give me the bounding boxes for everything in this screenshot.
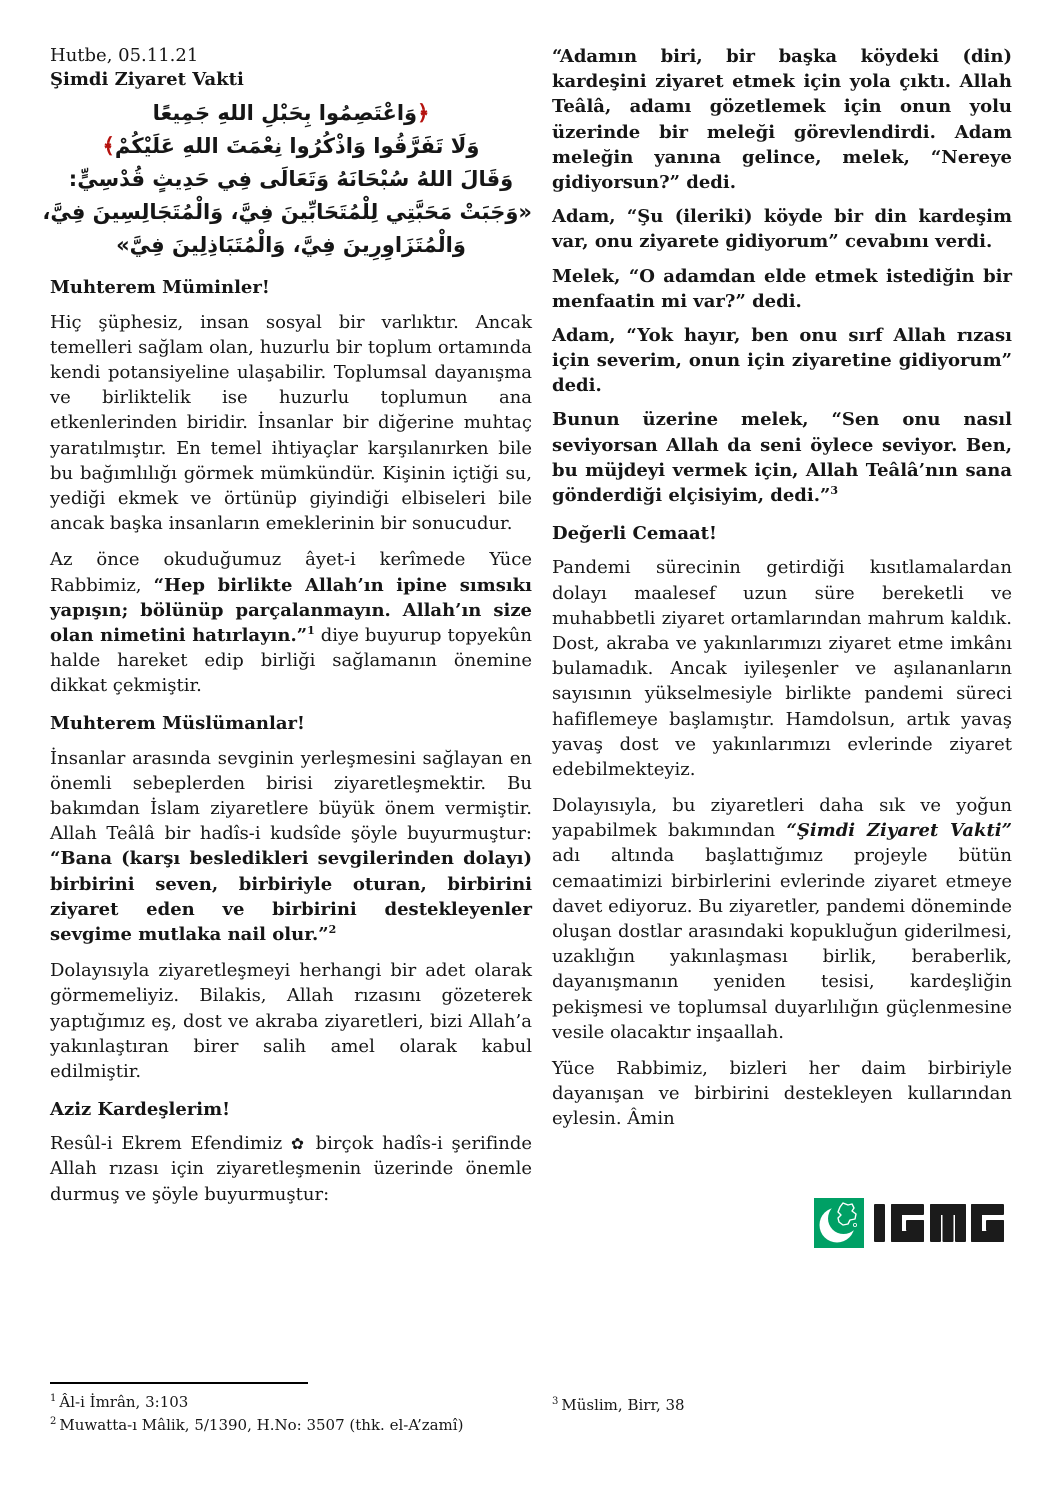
- footnote-marker: 2: [50, 1416, 57, 1428]
- arabic-line: وَلَا تَفَرَّقُوا وَاذْكُرُوا نِعْمَتَ اللهِ عَلَيْكُمْ﴾: [102, 133, 480, 158]
- footnote-separator-rule: [50, 1382, 308, 1384]
- left-column: [42, 44, 532, 1218]
- paragraph: Yüce Rabbimiz, bizleri her daim birbiriyle dayanışan ve birbirini destekleyen kullarından eylesin. Âmin: [552, 1057, 1012, 1130]
- paragraph: Dolayısıyla, bu ziyaretleri daha sık ve yoğun yapabilmek bakımından “Şimdi Ziyaret Vakti” adı altında başlattığımız projeyle bütün cemaatimizi birbirlerini evlerinde ziyaret etmeye davet ediyoruz. Bu ziyaretler, pandemi döneminde oluşan dostlar arasındaki kopukluğun giderilmesi, uzaklığın yakınlaşması birlik, beraberlik, dayanışmanın yeniden tesisi, kardeşliğin pekişmesi ve toplumsal duyarlılığın güçlenmesine vesile olacaktır inşaallah.: [552, 795, 1012, 1043]
- paragraph: Dolayısıyla ziyaretleşmeyi herhangi bir adet olarak görmemeliyiz. Bilakis, Allah rızasını gözeterek yaptığımız eş, dost ve akraba ziyaretleri, bizi Allah’a yakınlaştıran birer salih amel olarak kabul edilmiştir.: [50, 960, 532, 1082]
- footnote-3: [552, 1394, 1012, 1417]
- quran-ornate-bracket: ﴾: [102, 133, 115, 158]
- igmg-wordmark: [874, 1204, 1004, 1243]
- paragraph: Pandemi sürecinin getirdiği kısıtlamalardan dolayı maalesef uzun süre bereketli ve muhabbetli ziyaret ortamlarından mahrum kaldık. Dost, akraba ve yakınlarımızı ziyaret etme imkânı bulamadık. Ancak iyileşenler ve aşılananların sayısının yükselmesiyle birlikte pandemi süreci hafiflemeye başlamıştır. Hamdolsun, artık yavaş yavaş dost ve yakınlarımızı evlerinde ziyaret edebilmekteyiz.: [552, 557, 1012, 780]
- paragraph: “Adamın biri, bir başka köydeki (din) kardeşini ziyaret etmek için yola çıktı. Allah Teâlâ, adamı gözetlemek için onun yolu üzerinde bir meleği görevlendirdi. Adam meleğin yanına gelince, melek, “Nereye gidiyorsun?” dedi.: [552, 46, 1012, 193]
- quran-ornate-bracket: ﴿: [417, 100, 430, 125]
- footnotes-left: [50, 1382, 532, 1438]
- paragraph: Hiç şüphesiz, insan sosyal bir varlıktır. Ancak temelleri sağlam olan, huzurlu bir toplum ortamında kendi potansiyeline ulaşabilir. Toplumsal dayanışma ve birliktelik ise huzurlu toplumun ana etkenlerinden biridir. İnsanlar bir diğerine muhtaç yaratılmıştır. En temel ihtiyaçlar karşılanırken bile bu bağımlılığı görmek mümkündür. Kişinin içtiği su, yediği ekmek ve örtünüp giyindiği elbiseleri bile ancak başka insanların emeklerinin bir sonucudur.: [50, 311, 532, 535]
- footnote-marker: 3: [552, 1396, 559, 1407]
- footnote-2: [50, 1414, 532, 1437]
- footnote-text: Muwatta-ı Mâlik, 5/1390, H.No: 3507 (thk. el-A’zamî): [59, 1416, 464, 1435]
- footnote-text: Müslim, Birr, 38: [561, 1396, 685, 1414]
- footnote-text: Âl-i İmrân, 3:103: [59, 1393, 189, 1411]
- paragraph: İnsanlar arasında sevginin yerleşmesini sağlayan en önemli sebeplerden birisi ziyaretleşmektir. Bu bakımdan İslam ziyaretlere büyük önem vermiştir. Allah Teâlâ bir hadîs-i kudsîde şöyle buyurmuştur: “Bana (karşı besledikleri sevgilerinden dolayı) birbirini seven, birbiriyle oturan, birbirini ziyaret eden ve birbirini destekleyenler sevgime mutlaka nail olur.”$^2$: [50, 747, 532, 945]
- footnote-1: [50, 1391, 532, 1414]
- heading-muhterem-muslumanlar: Muhterem Müslümanlar!: [50, 713, 305, 735]
- arabic-verse-block: [42, 97, 532, 263]
- igmg-crescent-europe-icon: [814, 1198, 864, 1248]
- arabic-line: وَقَالَ اللهُ سُبْحَانَهُ وَتَعَالَى فِي حَدِيثٍ قُدْسِيٍّ:: [68, 166, 514, 191]
- salawat-seal-icon: ✿: [290, 1135, 307, 1154]
- arabic-line: ﴿وَاعْتَصِمُوا بِحَبْلِ اللهِ جَمِيعًا: [152, 100, 430, 125]
- arabic-line: «وَجَبَتْ مَحَبَّتِي لِلْمُتَحَابِّينَ فِيَّ، وَالْمُتَجَالِسِينَ فِيَّ،: [42, 200, 532, 225]
- paragraph: Bunun üzerine melek, “Sen onu nasıl seviyorsan Allah da seni öylece seviyor. Ben, bu müjdeyi vermek için, Allah Teâlâ’nın sana gönderdiği elçisiyim, dedi.”$^3$: [552, 409, 1012, 506]
- heading-muhterem-muminler: Muhterem Müminler!: [50, 277, 270, 299]
- paragraph: Melek, “O adamdan elde etmek istediğin bir menfaatin mi var?” dedi.: [552, 265, 1012, 312]
- heading-aziz-kardeslerim: Aziz Kardeşlerim!: [50, 1099, 231, 1121]
- igmg-logo: [814, 1198, 1004, 1248]
- document-title: Şimdi Ziyaret Vakti: [50, 69, 244, 91]
- paragraph: Az önce okuduğumuz âyet-i kerîmede Yüce Rabbimiz, “Hep birlikte Allah’ın ipine sımsıkı yapışın; bölünüp parçalanmayın. Allah’ın size olan nimetini hatırlayın.”$^1$ diye buyurup topyekûn halde hareket edip birliği sağlamanın önemine dikkat çekmiştir.: [50, 549, 532, 697]
- paragraph: Adam, “Yok hayır, ben onu sırf Allah rızası için severim, onun için ziyaretine gidiyorum” dedi.: [552, 324, 1012, 397]
- arabic-line: وَالْمُتَزَاوِرِينَ فِيَّ، وَالْمُتَبَاذِلِينَ فِيَّ»: [116, 233, 466, 258]
- document-date: Hutbe, 05.11.21: [50, 45, 199, 66]
- paragraph: Resûl-i Ekrem Efendimiz ✿ birçok hadîs-i şerifinde Allah rızası için ziyaretleşmenin üzerinde önemle durmuş ve şöyle buyurmuştur:: [50, 1133, 532, 1205]
- footnote-marker: 1: [50, 1393, 57, 1404]
- right-column: [552, 44, 1012, 1143]
- footnotes-right: [552, 1394, 1012, 1417]
- heading-degerli-cemaat: Değerli Cemaat!: [552, 523, 717, 545]
- paragraph: Adam, “Şu (ileriki) köyde bir din kardeşim var, onu ziyarete gidiyorum” cevabını verdi.: [552, 206, 1012, 253]
